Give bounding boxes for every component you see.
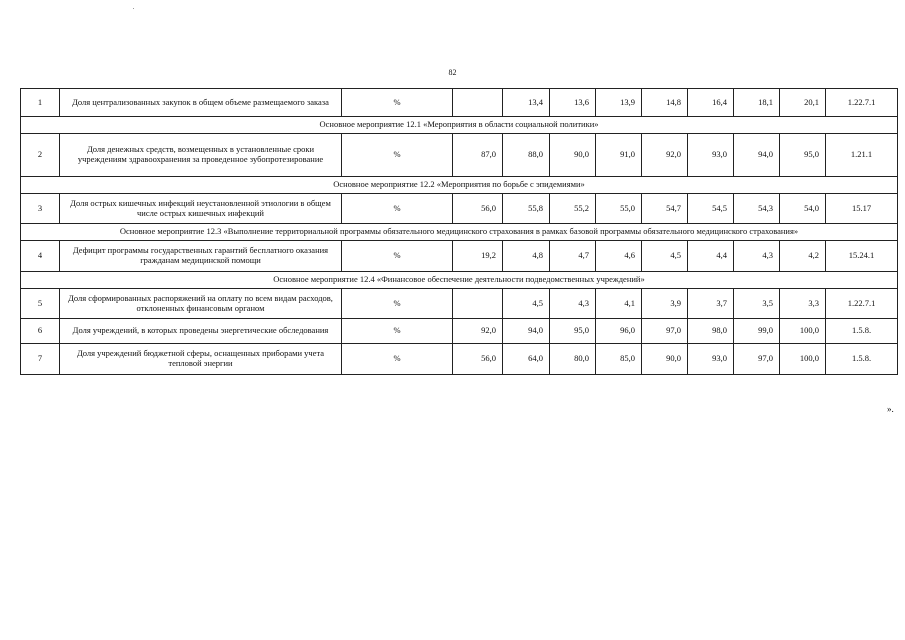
- table-row: [21, 241, 898, 272]
- value-cell: 90,0: [642, 344, 688, 375]
- row-number: 4: [21, 241, 60, 272]
- value-cell: 93,0: [688, 344, 734, 375]
- value-cell: 100,0: [780, 319, 826, 344]
- value-cell: 4,2: [780, 241, 826, 272]
- indicator-name: Доля сформированных распоряжений на оплату по всем видам расходов, отклоненных финансовым органом: [60, 289, 342, 319]
- section-row: [21, 117, 898, 134]
- table-row: [21, 344, 898, 375]
- value-cell: 91,0: [596, 134, 642, 177]
- value-cell: 3,7: [688, 289, 734, 319]
- value-cell: 4,4: [688, 241, 734, 272]
- value-cell: 4,3: [550, 289, 596, 319]
- value-cell: 92,0: [642, 134, 688, 177]
- value-cell: 97,0: [734, 344, 780, 375]
- code-cell: 1.5.8.: [826, 319, 898, 344]
- unit-cell: %: [342, 194, 453, 224]
- section-row: [21, 224, 898, 241]
- value-cell: 96,0: [596, 319, 642, 344]
- table-row: [21, 289, 898, 319]
- scan-speck: [133, 8, 134, 9]
- value-cell: 56,0: [453, 344, 503, 375]
- value-cell: 64,0: [503, 344, 550, 375]
- code-cell: 1.22.7.1: [826, 89, 898, 117]
- code-cell: 15.24.1: [826, 241, 898, 272]
- value-cell: 3,3: [780, 289, 826, 319]
- row-number: 5: [21, 289, 60, 319]
- value-cell: 87,0: [453, 134, 503, 177]
- value-cell: 54,5: [688, 194, 734, 224]
- code-cell: 1.22.7.1: [826, 289, 898, 319]
- value-cell: 95,0: [780, 134, 826, 177]
- value-cell: 94,0: [503, 319, 550, 344]
- value-cell: [453, 289, 503, 319]
- unit-cell: %: [342, 89, 453, 117]
- value-cell: 93,0: [688, 134, 734, 177]
- value-cell: 54,0: [780, 194, 826, 224]
- value-cell: [453, 89, 503, 117]
- section-row: [21, 272, 898, 289]
- value-cell: 13,4: [503, 89, 550, 117]
- row-number: 3: [21, 194, 60, 224]
- value-cell: 88,0: [503, 134, 550, 177]
- value-cell: 4,3: [734, 241, 780, 272]
- value-cell: 92,0: [453, 319, 503, 344]
- value-cell: 54,7: [642, 194, 688, 224]
- value-cell: 3,5: [734, 289, 780, 319]
- code-cell: 1.21.1: [826, 134, 898, 177]
- indicator-name: Доля острых кишечных инфекций неустановленной этиологии в общем числе острых кишечных инфекций: [60, 194, 342, 224]
- value-cell: 4,8: [503, 241, 550, 272]
- value-cell: 20,1: [780, 89, 826, 117]
- value-cell: 54,3: [734, 194, 780, 224]
- value-cell: 55,0: [596, 194, 642, 224]
- value-cell: 56,0: [453, 194, 503, 224]
- section-title: Основное мероприятие 12.2 «Мероприятия по борьбе с эпидемиями»: [21, 177, 898, 194]
- value-cell: 100,0: [780, 344, 826, 375]
- indicator-name: Доля учреждений, в которых проведены энергетические обследования: [60, 319, 342, 344]
- indicator-name: Доля денежных средств, возмещенных в установленные сроки учреждениям здравоохранения за проведенное зубопротезирование: [60, 134, 342, 177]
- value-cell: 18,1: [734, 89, 780, 117]
- value-cell: 97,0: [642, 319, 688, 344]
- value-cell: 19,2: [453, 241, 503, 272]
- value-cell: 4,6: [596, 241, 642, 272]
- unit-cell: %: [342, 289, 453, 319]
- value-cell: 4,5: [503, 289, 550, 319]
- value-cell: 4,1: [596, 289, 642, 319]
- indicator-name: Доля учреждений бюджетной сферы, оснащенных приборами учета тепловой энергии: [60, 344, 342, 375]
- code-cell: 15.17: [826, 194, 898, 224]
- table-row: [21, 194, 898, 224]
- unit-cell: %: [342, 344, 453, 375]
- table-body: [21, 89, 898, 375]
- indicators-table: [20, 88, 898, 375]
- value-cell: 94,0: [734, 134, 780, 177]
- value-cell: 55,2: [550, 194, 596, 224]
- value-cell: 16,4: [688, 89, 734, 117]
- value-cell: 99,0: [734, 319, 780, 344]
- section-title: Основное мероприятие 12.3 «Выполнение территориальной программы обязательного медицинского страхования в рамках базовой программы обязательного медицинского страхования»: [21, 224, 898, 241]
- value-cell: 98,0: [688, 319, 734, 344]
- value-cell: 90,0: [550, 134, 596, 177]
- value-cell: 55,8: [503, 194, 550, 224]
- unit-cell: %: [342, 134, 453, 177]
- value-cell: 13,6: [550, 89, 596, 117]
- table-row: [21, 319, 898, 344]
- table-row: [21, 89, 898, 117]
- table-row: [21, 134, 898, 177]
- code-cell: 1.5.8.: [826, 344, 898, 375]
- unit-cell: %: [342, 319, 453, 344]
- row-number: 7: [21, 344, 60, 375]
- row-number: 1: [21, 89, 60, 117]
- row-number: 2: [21, 134, 60, 177]
- section-title: Основное мероприятие 12.1 «Мероприятия в области социальной политики»: [21, 117, 898, 134]
- closing-quote-mark: ».: [887, 404, 894, 414]
- value-cell: 80,0: [550, 344, 596, 375]
- section-title: Основное мероприятие 12.4 «Финансовое обеспечение деятельности подведомственных учреждений»: [21, 272, 898, 289]
- section-row: [21, 177, 898, 194]
- value-cell: 95,0: [550, 319, 596, 344]
- value-cell: 4,7: [550, 241, 596, 272]
- value-cell: 4,5: [642, 241, 688, 272]
- value-cell: 85,0: [596, 344, 642, 375]
- value-cell: 13,9: [596, 89, 642, 117]
- value-cell: 3,9: [642, 289, 688, 319]
- unit-cell: %: [342, 241, 453, 272]
- page-number: 82: [448, 68, 457, 77]
- indicator-name: Доля централизованных закупок в общем объеме размещаемого заказа: [60, 89, 342, 117]
- indicator-name: Дефицит программы государственных гарантий бесплатного оказания гражданам медицинской помощи: [60, 241, 342, 272]
- value-cell: 14,8: [642, 89, 688, 117]
- row-number: 6: [21, 319, 60, 344]
